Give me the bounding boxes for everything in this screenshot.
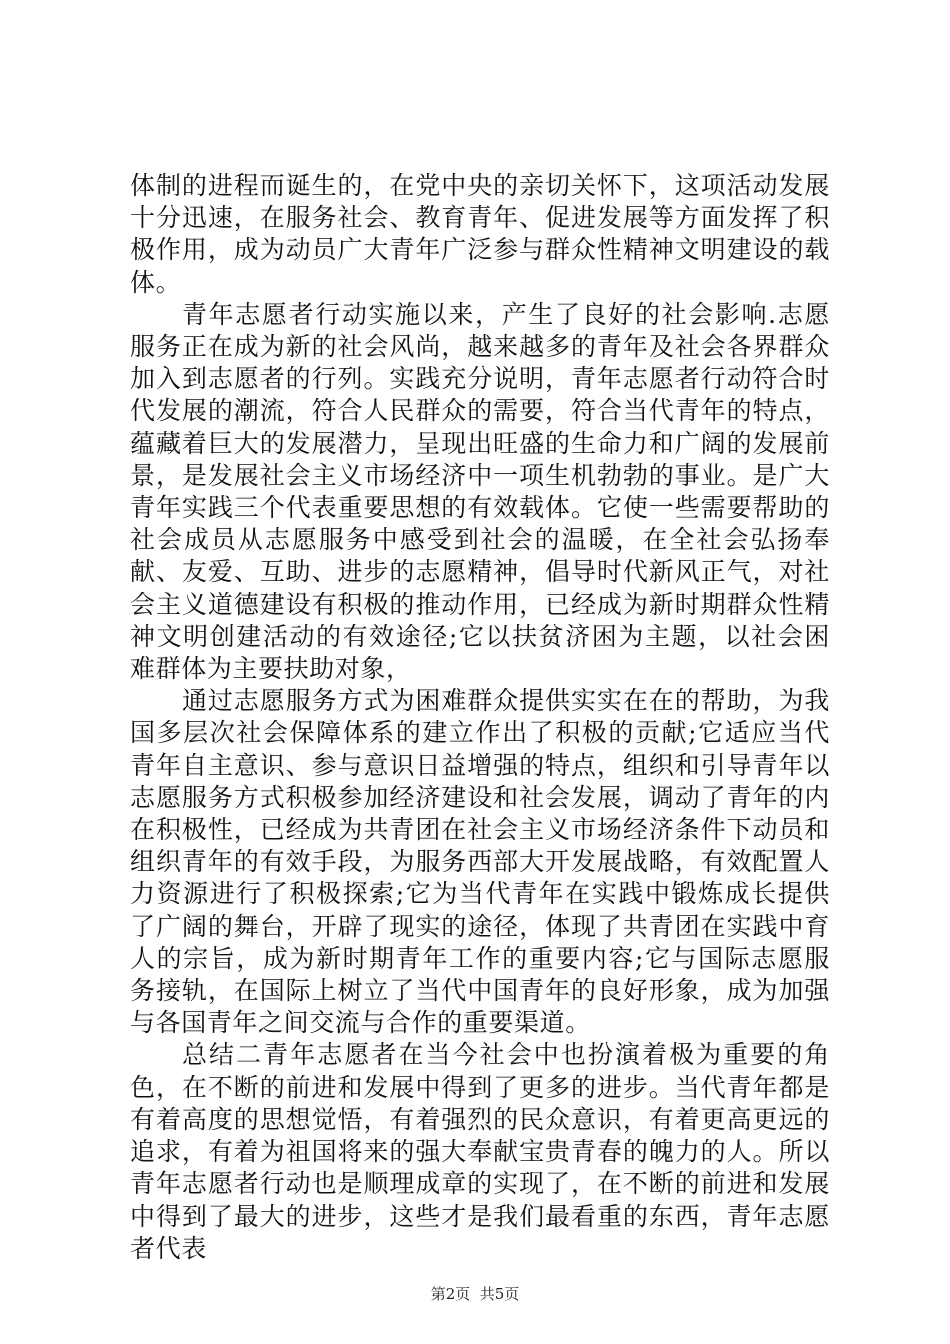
- paragraph-social-impact: 青年志愿者行动实施以来，产生了良好的社会影响.志愿服务正在成为新的社会风尚，越来越多的青年及社会各界群众加入到志愿者的行列。实践充分说明，青年志愿者行动符合时代发展的潮流，符合人民群众的需要，符合当代青年的特点，蕴藏着巨大的发展潜力，呈现出旺盛的生命力和广阔的发展前景，是发展社会主义市场经济中一项生机勃勃的事业。是广大青年实践三个代表重要思想的有效载体。它使一些需要帮助的社会成员从志愿服务中感受到社会的温暖，在全社会弘扬奉献、友爱、互助、进步的志愿精神，倡导时代新风正气，对社会主义道德建设有积极的推动作用，已经成为新时期群众性精神文明创建活动的有效途径;它以扶贫济困为主题，以社会困难群体为主要扶助对象，: [130, 299, 830, 684]
- paragraph-summary: 总结二青年志愿者在当今社会中也扮演着极为重要的角色，在不断的前进和发展中得到了更多的进步。当代青年都是有着高度的思想觉悟，有着强烈的民众意识，有着更高更远的追求，有着为祖国将来的强大奉献宝贵青春的魄力的人。所以青年志愿者行动也是顺理成章的实现了，在不断的前进和发展中得到了最大的进步，这些才是我们最看重的东西，青年志愿者代表: [130, 1040, 830, 1263]
- paragraph-continued: 体制的进程而诞生的，在党中央的亲切关怀下，这项活动发展十分迅速，在服务社会、教育青年、促进发展等方面发挥了积极作用，成为动员广大青年广泛参与群众性精神文明建设的载体。: [130, 171, 830, 297]
- page-footer: [0, 1284, 950, 1304]
- page-number-label: 第2页 共5页: [430, 1285, 520, 1303]
- document-body: [130, 170, 830, 1265]
- paragraph-volunteer-service: 通过志愿服务方式为困难群众提供实实在在的帮助，为我国多层次社会保障体系的建立作出了积极的贡献;它适应当代青年自主意识、参与意识日益增强的特点，组织和引导青年以志愿服务方式积极参加经济建设和社会发展，调动了青年的内在积极性，已经成为共青团在社会主义市场经济条件下动员和组织青年的有效手段，为服务西部大开发展战略，有效配置人力资源进行了积极探索;它为当代青年在实践中锻炼成长提供了广阔的舞台，开辟了现实的途径，体现了共青团在实践中育人的宗旨，成为新时期青年工作的重要内容;它与国际志愿服务接轨，在国际上树立了当代中国青年的良好形象，成为加强与各国青年之间交流与合作的重要渠道。: [130, 686, 830, 1038]
